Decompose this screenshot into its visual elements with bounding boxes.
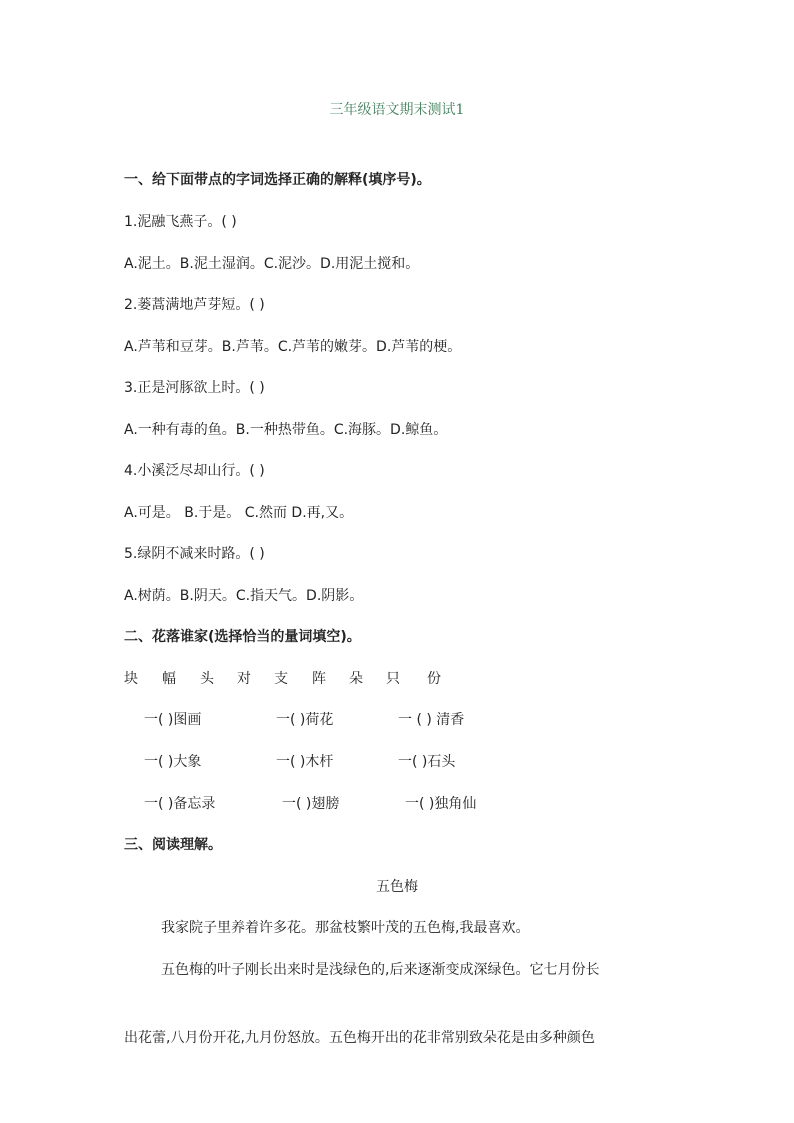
measure-word: 只 [386, 671, 400, 687]
fill-blank-item: 一( )独角仙 [405, 796, 477, 812]
measure-word: 头 [200, 671, 214, 687]
passage-title: 五色梅 [376, 879, 418, 895]
fill-blank-item: 一( )大象 [144, 754, 202, 770]
passage-paragraph-1: 我家院子里养着许多花。那盆枝繁叶茂的五色梅,我最喜欢。 [161, 920, 530, 936]
fill-blank-item: 一( )荷花 [276, 712, 334, 728]
page-title: 三年级语文期末测试1 [329, 102, 465, 118]
measure-word: 幅 [162, 671, 176, 687]
question-1: 1.泥融飞燕子。( ) [124, 214, 237, 230]
answer-options-5: A.树荫。B.阴天。C.指天气。D.阴影。 [124, 588, 364, 604]
question-2: 2.蒌蒿满地芦芽短。( ) [124, 297, 265, 313]
passage-paragraph-2-line-2: 出花蕾,八月份开花,九月份怒放。五色梅开出的花非常别致朵花是由多种颜色 [124, 1030, 595, 1046]
fill-blank-item: 一( )木杆 [276, 754, 334, 770]
fill-blank-item: 一( )石头 [398, 754, 456, 770]
measure-word: 朵 [349, 671, 363, 687]
answer-options-4: A.可是。 B.于是。 C.然而 D.再,又。 [124, 505, 354, 521]
measure-word: 阵 [312, 671, 326, 687]
question-3: 3.正是河豚欲上时。( ) [124, 380, 265, 396]
fill-blank-item: 一( )图画 [144, 712, 202, 728]
measure-word: 支 [274, 671, 288, 687]
answer-options-3: A.一种有毒的鱼。B.一种热带鱼。C.海豚。D.鲸鱼。 [124, 422, 448, 438]
measure-word: 对 [237, 671, 251, 687]
fill-blank-item: 一 ( ) 清香 [398, 712, 465, 728]
question-5: 5.绿阴不减来时路。( ) [124, 546, 265, 562]
answer-options-2: A.芦苇和豆芽。B.芦苇。C.芦苇的嫩芽。D.芦苇的梗。 [124, 339, 462, 355]
section2-heading: 二、花落谁家(选择恰当的量词填空)。 [124, 629, 361, 645]
measure-word: 块 [124, 671, 138, 687]
measure-word: 份 [427, 671, 441, 687]
question-4: 4.小溪泛尽却山行。( ) [124, 463, 265, 479]
passage-paragraph-2-line-1: 五色梅的叶子刚长出来时是浅绿色的,后来逐渐变成深绿色。它七月份长 [161, 962, 600, 978]
answer-options-1: A.泥土。B.泥土湿润。C.泥沙。D.用泥土搅和。 [124, 256, 420, 272]
section1-heading: 一、给下面带点的字词选择正确的解释(填序号)。 [124, 172, 431, 188]
fill-blank-item: 一( )翅膀 [282, 796, 340, 812]
section3-heading: 三、阅读理解。 [124, 837, 222, 853]
fill-blank-item: 一( )备忘录 [144, 796, 216, 812]
